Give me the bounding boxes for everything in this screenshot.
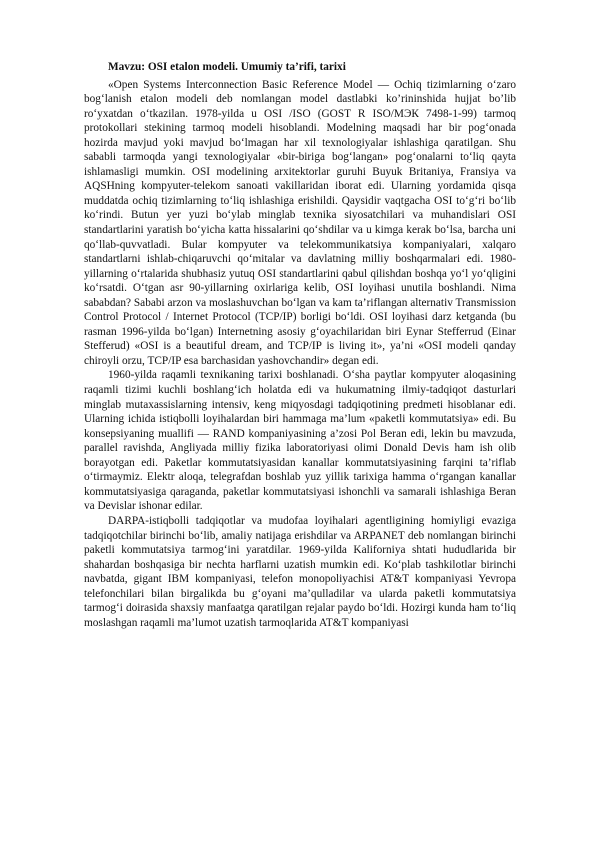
document-page (84, 60, 516, 630)
paragraph-digital-history: 1960-yilda raqamli texnikaning tarixi boshlanadi. O‘sha paytlar kompyuter aloqasining raqamli tizimi kuchli boshlang‘ich holatda edi va hukumatning ilmiy-tadqiqot dasturlari minglab mutaxassislarning intensiv, keng miqyosdagi tadqiqotining predmeti hisoblanar edi. Ularning ichida istiqbolli loyihalardan biri hammaga ma’lum «paketli kommutatsiya» edi. Bu konsepsiyaning muallifi — RAND kompaniyasining a’zosi Pol Beran edi, lekin bu mavzuda, parallel ravishda, Angliyada milliy fizika laboratoriyasi olimi Donald Devis ham ish olib borayotgan edi. Paketlar kommutatsiyasidan kanallar kommutatsiyasining farqini ta’riflab o‘tirmaymiz. Elektr aloqa, telegrafdan boshlab yuz yillik tarixiga hamma o‘rgangan kanallar kommutatsiyasiga qaraganda, paketlar kommutatsiyasi ishonchli va samarali ishlashiga Beran va Devislar ishonar edilar. (84, 369, 516, 513)
document-title: Mavzu: OSI etalon modeli. Umumiy ta’rifi, tarixi (108, 61, 346, 73)
paragraph-osi-history: «Open Systems Interconnection Basic Reference Model — Ochiq tizimlarning o‘zaro bog‘lanish etalon modeli deb nomlangan model dastlabki ko’rininshida hujjat bo’lib ro‘yxatdan o‘tkazilan. 1978-yilda u OSI /ISO (GOST R ISO/МЭК 7498-1-99) tarmoq protokollari stekining tarmoq modeli hisoblandi. Modelning maqsadi har bir pog‘onada hozirda mavjud yoki mavjud bo‘lmagan har xil texnologiyalar ishlashiga qaratilgan. Shu sababli tarmoqda yangi texnologiyalar «bir-biriga bog‘langan» pog‘onalarni to‘liq qayta ishlamasligi mumkin. OSI modelining arxitektorlar guruhi Buyuk Britaniya, Fransiya va AQSHning kompyuter-telekom sanoati vakillaridan iborat edi. Ularning yordamida qisqa muddatda ochiq tizimlarning to‘liq ishlashiga erishildi. Qaysidir vaqtgacha OSI to‘g‘ri bo‘lib ko‘rindi. Butun yer yuzi bo‘ylab minglab texnika siyosatchilari va muhandislari OSI standartlarini yaratish bo‘yicha katta hissalarini qo‘shdilar va u kimga kerak bo‘lsa, barcha uni qo‘llab-quvvatladi. Bular kompyuter va telekommunikatsiya kompaniyalari, xalqaro standartlarni ishlab-chiqaruvchi qo‘mitalar va davlatning milliy boshqarmalari edi. 1980-yillarning o‘rtalarida shubhasiz yutuq OSI standartlarini qabul qilishdan boshqa yo‘l yo‘qligini ko‘rsatdi. O‘tgan asr 90-yillarning oxirlariga kelib, OSI loyihasi unutila boshlandi. Nima sababdan? Sababi arzon va moslashuvchan bo‘lgan va kam ta’riflangan alternativ Transmission Control Protocol / Internet Protocol (TCP/IP) borligi bo‘ldi. OSI loyihasi darz ketganda (bu rasman 1996-yilda bo‘lgan) Internetning asosiy g‘oyachilaridan biri Eynar Stefferrud (Einar Stefferud) «OSI is a beautiful dream, and TCP/IP is living it», ya’ni «OSI modeli qanday chiroyli orzu, TCP/IP esa barchasidan yashovchandir» degan edi. (84, 78, 516, 367)
paragraph-darpa-arpanet: DARPA-istiqbolli tadqiqotlar va mudofaa loyihalari agentligining homiyligi evaziga tadqiqotchilar birinchi bo‘lib, amaliy natijaga erishdilar va ARPANET deb nomlangan birinchi paketli kommutatsiya tarmog‘ini yaratdilar. 1969-yilda Kaliforniya shtati hududlarida bir shahardan boshqasiga bir nechta harflarni uzatish mumkin edi. Ko‘plab tashkilotlar birinchi navbatda, gigant IBM kompaniyasi, telefon monopoliyachisi AT&T kompaniyasi Yevropa telefonchilari bilan birgalikda bu g‘oyani ma’qulladilar va ularda paketli kommutatsiya tarmog‘i doirasida shaxsiy manfaatga qaratilgan rejalar paydo bo‘ldi. Hozirgi kunda ham to‘liq moslashgan raqamli ma’lumot uzatish tarmoqlarida AT&T kompaniyasi (84, 514, 516, 629)
